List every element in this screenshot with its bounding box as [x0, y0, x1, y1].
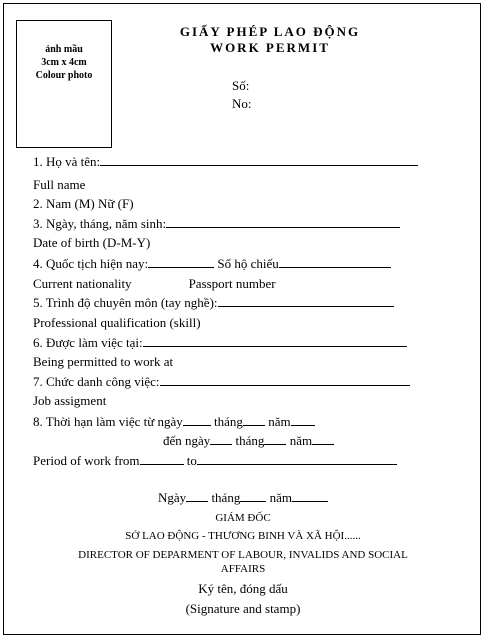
fill-line	[279, 256, 391, 268]
photo-label-vi: ảnh mầu	[45, 44, 83, 55]
field-label: năm	[268, 414, 291, 429]
number-label-vi: Số:	[232, 78, 250, 93]
date-label: tháng	[211, 490, 241, 505]
field-label: 4. Quốc tịch hiện nay:	[33, 256, 149, 271]
field-label: đến ngày	[163, 433, 211, 448]
field-label: 6. Được làm việc tại:	[33, 335, 143, 350]
photo-placeholder	[16, 20, 112, 148]
fill-line	[264, 433, 286, 445]
field-period-to	[163, 432, 334, 450]
field-job-title	[33, 373, 410, 391]
field-label: 5. Trình độ chuyên môn (tay nghề):	[33, 295, 218, 310]
field-label: Current nationality	[33, 276, 132, 291]
title-en: WORK PERMIT	[210, 40, 330, 55]
field-label: to	[186, 453, 197, 468]
field-period-from	[33, 413, 315, 431]
field-full-name	[33, 153, 418, 171]
field-nationality	[33, 255, 391, 273]
field-job-title-en: Job assigment	[33, 393, 107, 408]
fill-line	[210, 433, 232, 445]
field-label: Period of work from	[33, 453, 140, 468]
date-label: Ngày	[158, 490, 187, 505]
department-name-vi	[0, 530, 486, 542]
fill-line	[240, 490, 266, 502]
fill-line	[291, 414, 315, 426]
fill-line	[148, 256, 214, 268]
signing-date	[0, 490, 486, 506]
field-label: 8. Thời hạn làm việc từ ngày	[33, 414, 183, 429]
field-label: 1. Họ và tên:	[33, 154, 101, 169]
fill-line	[183, 414, 211, 426]
fill-line	[160, 374, 410, 386]
document-title	[150, 24, 390, 56]
fill-line	[140, 453, 184, 465]
field-workplace	[33, 334, 407, 352]
field-dob-en: Date of birth (D-M-Y)	[33, 235, 151, 250]
fill-line	[166, 216, 400, 228]
field-nationality-en	[33, 275, 276, 293]
field-label: 3. Ngày, tháng, năm sinh:	[33, 216, 167, 231]
director-title-en-line1: DIRECTOR OF DEPARMENT OF LABOUR, INVALIDS AND SOCIAL	[78, 549, 408, 561]
signature-label-vi: Ký tên, đóng dấu	[198, 581, 288, 596]
field-dob	[33, 215, 400, 233]
title-vi: GIẤY PHÉP LAO ĐỘNG	[179, 24, 361, 39]
signature-label-en: (Signature and stamp)	[185, 601, 301, 616]
field-period-en	[33, 452, 397, 470]
date-label: năm	[269, 490, 292, 505]
field-sex: 2. Nam (M) Nữ (F)	[33, 196, 134, 211]
field-workplace-en: Being permitted to work at	[33, 354, 174, 369]
director-title-en-line2: AFFAIRS	[220, 563, 266, 575]
department-blank: ......	[344, 530, 361, 542]
photo-label-en: Colour photo	[35, 70, 93, 81]
field-label: 7. Chức danh công việc:	[33, 374, 160, 389]
field-label: năm	[289, 433, 313, 448]
field-full-name-en: Full name	[33, 177, 86, 192]
fill-line	[292, 490, 328, 502]
photo-size: 3cm x 4cm	[41, 57, 87, 68]
field-label: Số hộ chiếu	[217, 256, 279, 271]
fill-line	[100, 154, 418, 166]
field-qualification	[33, 294, 394, 312]
fill-line	[197, 453, 397, 465]
field-label: Passport number	[188, 276, 276, 291]
field-label: tháng	[214, 414, 243, 429]
fill-line	[243, 414, 265, 426]
fill-line	[312, 433, 334, 445]
field-label: tháng	[235, 433, 265, 448]
fill-line	[143, 335, 407, 347]
fill-line	[186, 490, 208, 502]
number-label-en: No:	[232, 96, 252, 111]
director-title-vi: GIÁM ĐỐC	[215, 512, 271, 524]
fill-line	[218, 295, 394, 307]
department-label: SỞ LAO ĐỘNG - THƯƠNG BINH VÀ XÃ HỘI	[125, 530, 345, 542]
field-qualification-en: Professional qualification (skill)	[33, 315, 201, 330]
